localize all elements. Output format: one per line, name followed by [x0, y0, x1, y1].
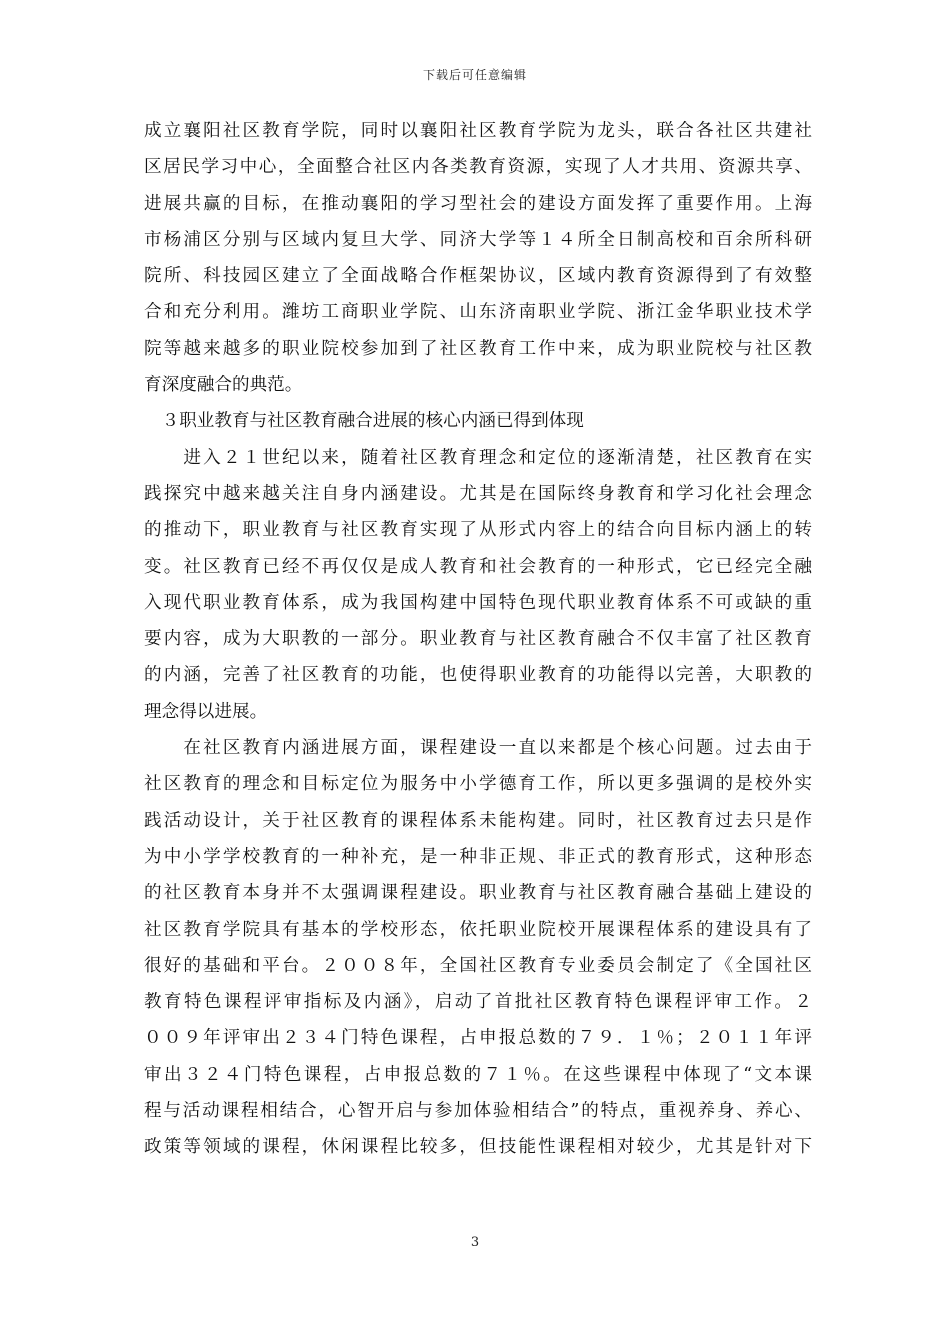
text-line: 审出３２４门特色课程，占申报总数的７１％。在这些课程中体现了“文本课	[144, 1064, 812, 1085]
section-heading: ３职业教育与社区教育融合进展的核心内涵已得到体现	[144, 411, 584, 432]
text-line: 社区教育的理念和目标定位为服务中小学德育工作，所以更多强调的是校外实	[144, 774, 812, 795]
text-line: 很好的基础和平台。２００８年，全国社区教育专业委员会制定了《全国社区	[144, 955, 812, 976]
text-line: 的内涵，完善了社区教育的功能，也使得职业教育的功能得以完善，大职教的	[144, 665, 812, 686]
text-line: 区居民学习中心，全面整合社区内各类教育资源，实现了人才共用、资源共享、	[144, 157, 812, 178]
page-number: 3	[470, 1235, 480, 1250]
text-line: 理念得以进展。	[144, 701, 268, 722]
text-line: 院所、科技园区建立了全面战略合作框架协议，区域内教育资源得到了有效整	[144, 266, 812, 287]
text-line: 为中小学学校教育的一种补充，是一种非正规、非正式的教育形式，这种形态	[144, 846, 812, 867]
text-line: 社区教育学院具有基本的学校形态，依托职业院校开展课程体系的建设具有了	[144, 919, 812, 940]
text-line: 的社区教育本身并不太强调课程建设。职业教育与社区教育融合基础上建设的	[144, 883, 812, 904]
text-line: 程与活动课程相结合，心智开启与参加体验相结合”的特点，重视养身、养心、	[144, 1101, 812, 1122]
text-line: 育深度融合的典范。	[144, 375, 303, 396]
text-line: 合和充分利用。潍坊工商职业学院、山东济南职业学院、浙江金华职业技术学	[144, 302, 812, 323]
text-line: 进展共赢的目标，在推动襄阳的学习型社会的建设方面发挥了重要作用。上海	[144, 193, 812, 214]
page-header: 下载后可任意编辑	[422, 68, 527, 82]
text-line: 的推动下，职业教育与社区教育实现了从形式内容上的结合向目标内涵上的转	[144, 520, 812, 541]
text-line: 践活动设计，关于社区教育的课程体系未能构建。同时，社区教育过去只是作	[144, 810, 812, 831]
text-line: 践探究中越来越关注自身内涵建设。尤其是在国际终身教育和学习化社会理念	[144, 483, 812, 504]
text-line: ００９年评审出２３４门特色课程，占申报总数的７９．１％；２０１１年评	[144, 1028, 812, 1049]
text-line: 院等越来越多的职业院校参加到了社区教育工作中来，成为职业院校与社区教	[144, 338, 812, 359]
document-body	[144, 113, 812, 1166]
text-line: 变。社区教育已经不再仅仅是成人教育和社会教育的一种形式，它已经完全融	[144, 556, 812, 577]
text-line: 入现代职业教育体系，成为我国构建中国特色现代职业教育体系不可或缺的重	[144, 592, 812, 613]
text-line: 在社区教育内涵进展方面，课程建设一直以来都是个核心问题。过去由于	[144, 738, 812, 759]
text-line: 进入２１世纪以来，随着社区教育理念和定位的逐渐清楚，社区教育在实	[144, 447, 812, 468]
text-line: 市杨浦区分别与区域内复旦大学、同济大学等１４所全日制高校和百余所科研	[144, 229, 812, 250]
text-line: 教育特色课程评审指标及内涵》，启动了首批社区教育特色课程评审工作。２	[144, 992, 812, 1013]
text-line: 要内容，成为大职教的一部分。职业教育与社区教育融合不仅丰富了社区教育	[144, 629, 812, 650]
text-line: 成立襄阳社区教育学院，同时以襄阳社区教育学院为龙头，联合各社区共建社	[144, 121, 812, 141]
text-line: 政策等领域的课程，休闲课程比较多，但技能性课程相对较少，尤其是针对下	[144, 1137, 812, 1158]
